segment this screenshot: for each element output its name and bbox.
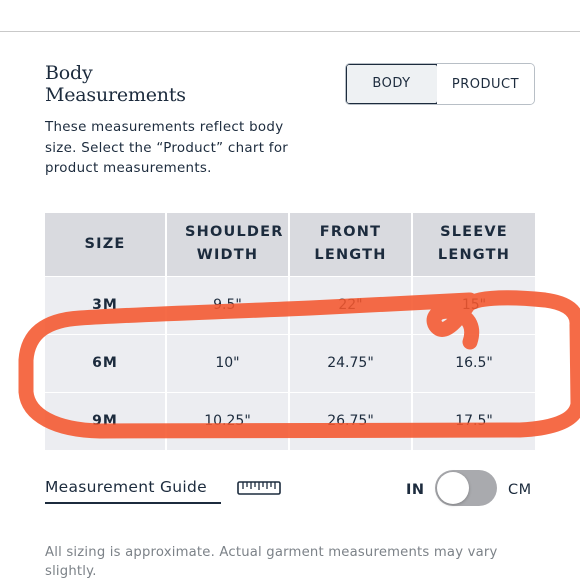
table-cell: 26.75" (289, 392, 412, 450)
table-cell: 22" (289, 276, 412, 334)
size-cell: 3M (45, 276, 166, 334)
table-cell: 16.5" (412, 334, 535, 392)
column-header: FRONT LENGTH (289, 213, 412, 276)
table-cell: 10" (166, 334, 289, 392)
column-header: SIZE (45, 213, 166, 276)
page-title (45, 62, 245, 106)
unit-toggle-switch[interactable] (435, 470, 497, 506)
table-row (45, 392, 535, 450)
description: These measurements reflect body size. Select the “Product” chart for product measurements. (45, 120, 289, 176)
product-tab[interactable]: PRODUCT (437, 64, 534, 104)
table-cell: 15" (412, 276, 535, 334)
unit-label-in: IN (406, 482, 425, 498)
table-cell: 17.5" (412, 392, 535, 450)
table-cell: 9.5" (166, 276, 289, 334)
unit-toggle-knob[interactable] (437, 472, 469, 504)
measurement-guide-link[interactable]: Measurement Guide (45, 478, 207, 496)
page-title-text: Body Measurements (45, 62, 186, 106)
top-divider (0, 31, 580, 32)
table-cell: 24.75" (289, 334, 412, 392)
table-row (45, 276, 535, 334)
measurement-guide-underline (45, 502, 221, 504)
table-row (45, 334, 535, 392)
column-header: SHOULDER WIDTH (166, 213, 289, 276)
size-chart-table (45, 213, 535, 450)
view-toggle (345, 63, 535, 105)
unit-label-cm: CM (508, 482, 532, 498)
size-cell: 6M (45, 334, 166, 392)
table-cell: 10.25" (166, 392, 289, 450)
body-tab[interactable]: BODY (345, 63, 439, 105)
footnote: All sizing is approximate. Actual garment measurements may vary slightly. (45, 545, 498, 579)
column-header: SLEEVE LENGTH (412, 213, 535, 276)
table-header-row (45, 213, 535, 276)
size-cell: 9M (45, 392, 166, 450)
ruler-icon[interactable] (237, 481, 281, 495)
